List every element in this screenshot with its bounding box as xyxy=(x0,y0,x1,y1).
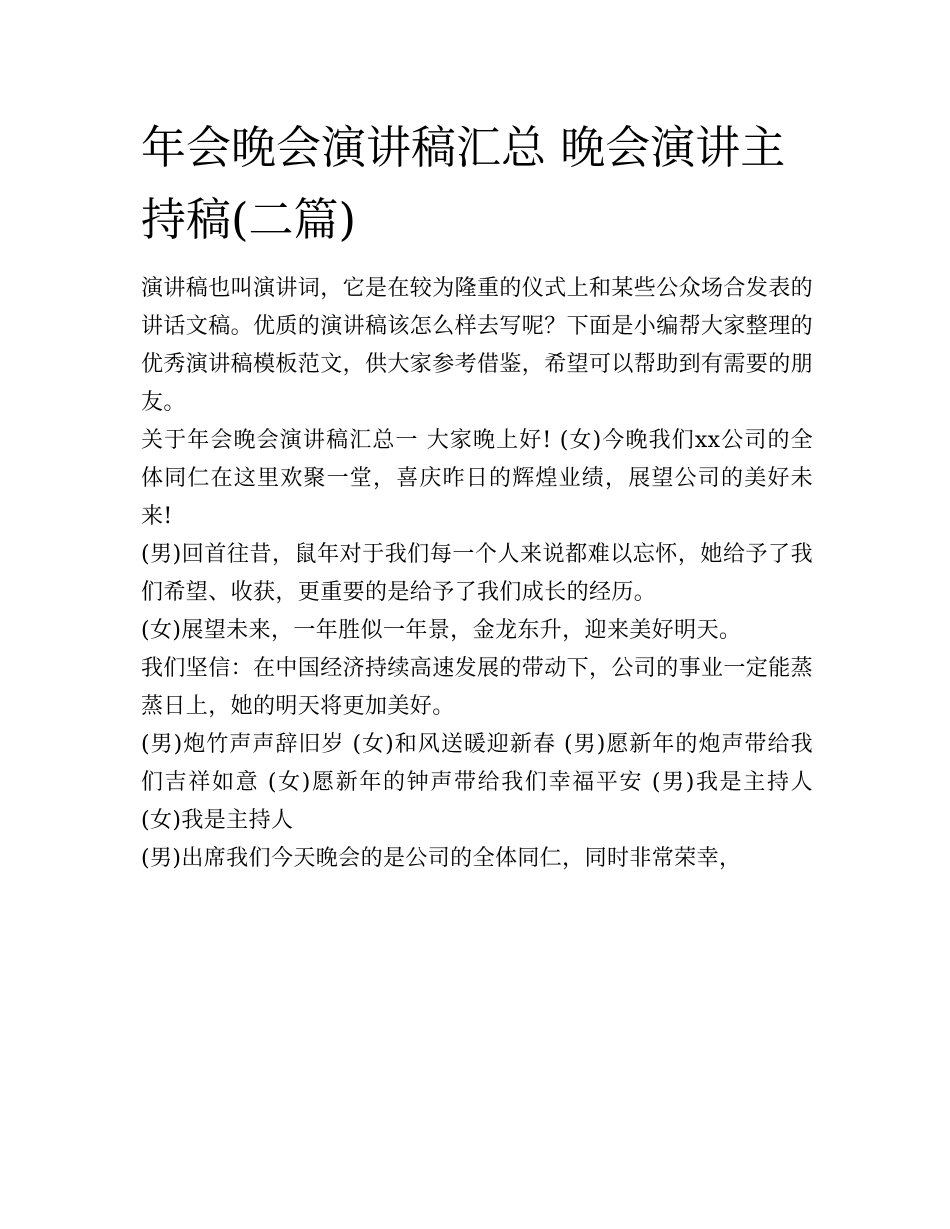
paragraph-opening: 关于年会晚会演讲稿汇总一 大家晚上好! (女)今晚我们xx公司的全体同仁在这里欢聚一堂，喜庆昨日的辉煌业绩，展望公司的美好未来! xyxy=(141,428,813,529)
paragraph-intro: 演讲稿也叫演讲词，它是在较为隆重的仪式上和某些公众场合发表的讲话文稿。优质的演讲稿该怎么样去写呢？下面是小编帮大家整理的优秀演讲稿模板范文，供大家参考借鉴，希望可以帮助到有需要的朋友。 xyxy=(141,276,814,415)
paragraph-new-year-greetings: (男)炮竹声声辞旧岁 (女)和风送暖迎新春 (男)愿新年的炮声带给我们吉祥如意 (女)愿新年的钟声带给我们幸福平安 (男)我是主持人 (女)我是主持人 xyxy=(141,732,813,833)
paragraph-attendees: (男)出席我们今天晚会的是公司的全体同仁，同时非常荣幸， xyxy=(141,846,742,871)
document-title: 年会晚会演讲稿汇总 晚会演讲主持稿(二篇) xyxy=(141,121,786,246)
paragraph-female-outlook: (女)展望未来，一年胜似一年景，金龙东升，迎来美好明天。 xyxy=(141,618,742,643)
paragraph-male-reflection: (男)回首往昔，鼠年对于我们每一个人来说都难以忘怀，她给予了我们希望、收获，更重要的是给予了我们成长的经历。 xyxy=(141,542,813,605)
paragraph-belief: 我们坚信：在中国经济持续高速发展的带动下，公司的事业一定能蒸蒸日上，她的明天将更加美好。 xyxy=(141,656,814,719)
document-body xyxy=(141,112,813,878)
